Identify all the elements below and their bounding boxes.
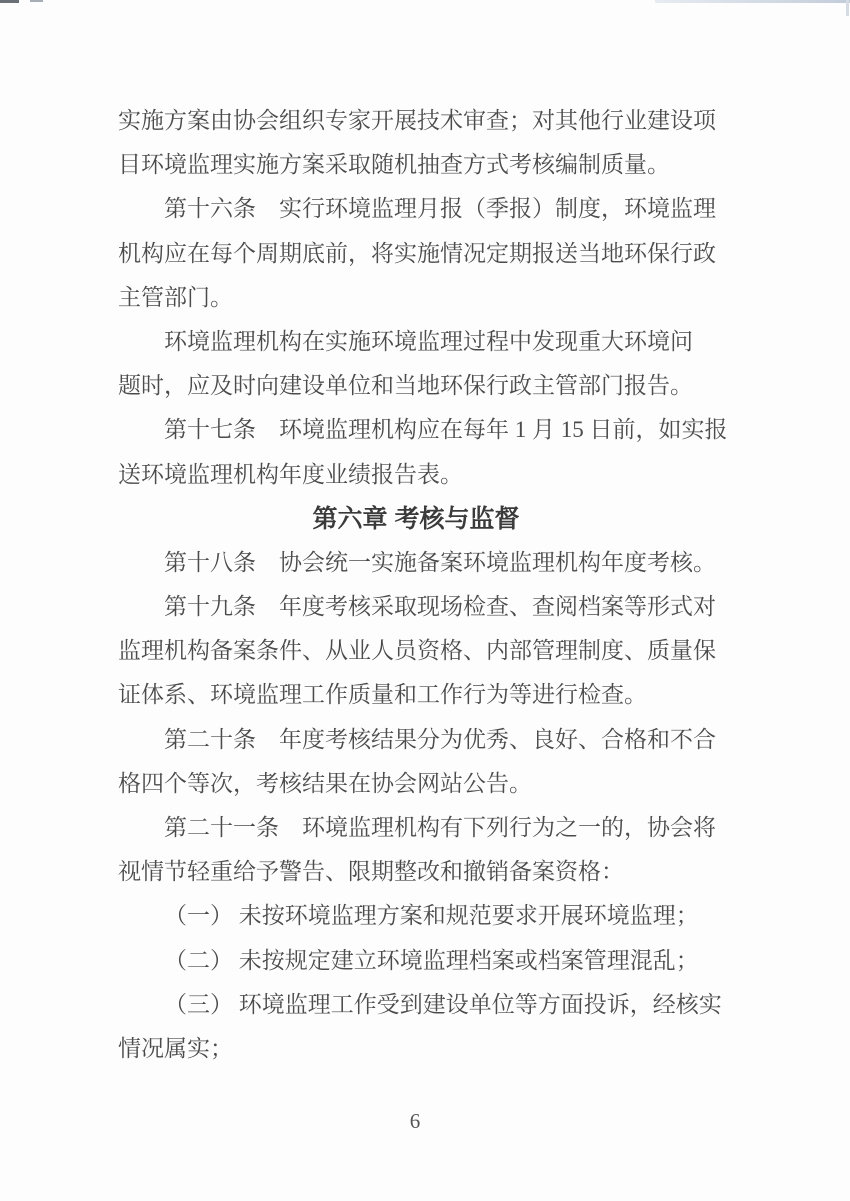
body-line: 情况属实； [118, 1035, 233, 1061]
page-number: 6 [409, 1109, 421, 1133]
article-19-line: 第十九条 年度考核采取现场检查、查阅档案等形式对 [164, 594, 716, 620]
document-body [118, 99, 728, 1071]
list-item-3-line: （三） 环境监理工作受到建设单位等方面投诉，经核实 [164, 991, 722, 1017]
body-line: 题时，应及时向建设单位和当地环保行政主管部门报告。 [118, 373, 693, 399]
list-item-2-line: （二） 未按规定建立环境监理档案或档案管理混乱； [164, 947, 699, 973]
article-17-line: 第十七条 环境监理机构应在每年 1 月 15 日前，如实报 [164, 417, 728, 443]
body-line: 机构应在每个周期底前，将实施情况定期报送当地环保行政 [118, 240, 716, 266]
scan-artifact-top-left-2 [30, 0, 43, 2]
chapter-6-heading: 第六章 考核与监督 [312, 504, 520, 533]
article-18-line: 第十八条 协会统一实施备案环境监理机构年度考核。 [164, 549, 716, 575]
body-line: 主管部门。 [118, 284, 233, 310]
article-21-line: 第二十一条 环境监理机构有下列行为之一的，协会将 [164, 815, 716, 840]
body-line: 实施方案由协会组织专家开展技术审查；对其他行业建设项 [118, 108, 716, 133]
body-line: 证体系、环境监理工作质量和工作行为等进行检查。 [118, 682, 647, 708]
body-line: 环境监理机构在实施环境监理过程中发现重大环境问 [164, 328, 693, 354]
body-line: 监理机构备案条件、从业人员资格、内部管理制度、质量保 [118, 638, 716, 664]
scan-artifact-top-left [0, 0, 19, 3]
article-20-line: 第二十条 年度考核结果分为优秀、良好、合格和不合 [164, 726, 716, 752]
scan-artifact-top-right [655, 0, 850, 3]
article-16-line: 第十六条 实行环境监理月报（季报）制度，环境监理 [164, 196, 716, 222]
body-line: 目环境监理实施方案采取随机抽查方式考核编制质量。 [118, 152, 670, 178]
list-item-1-line: （一） 未按环境监理方案和规范要求开展环境监理； [164, 903, 699, 929]
body-line: 送环境监理机构年度业绩报告表。 [118, 461, 463, 487]
body-line: 视情节轻重给予警告、限期整改和撤销备案资格： [118, 859, 624, 885]
body-line: 格四个等次，考核结果在协会网站公告。 [118, 770, 532, 796]
scan-artifact-right-edge [846, 0, 849, 16]
